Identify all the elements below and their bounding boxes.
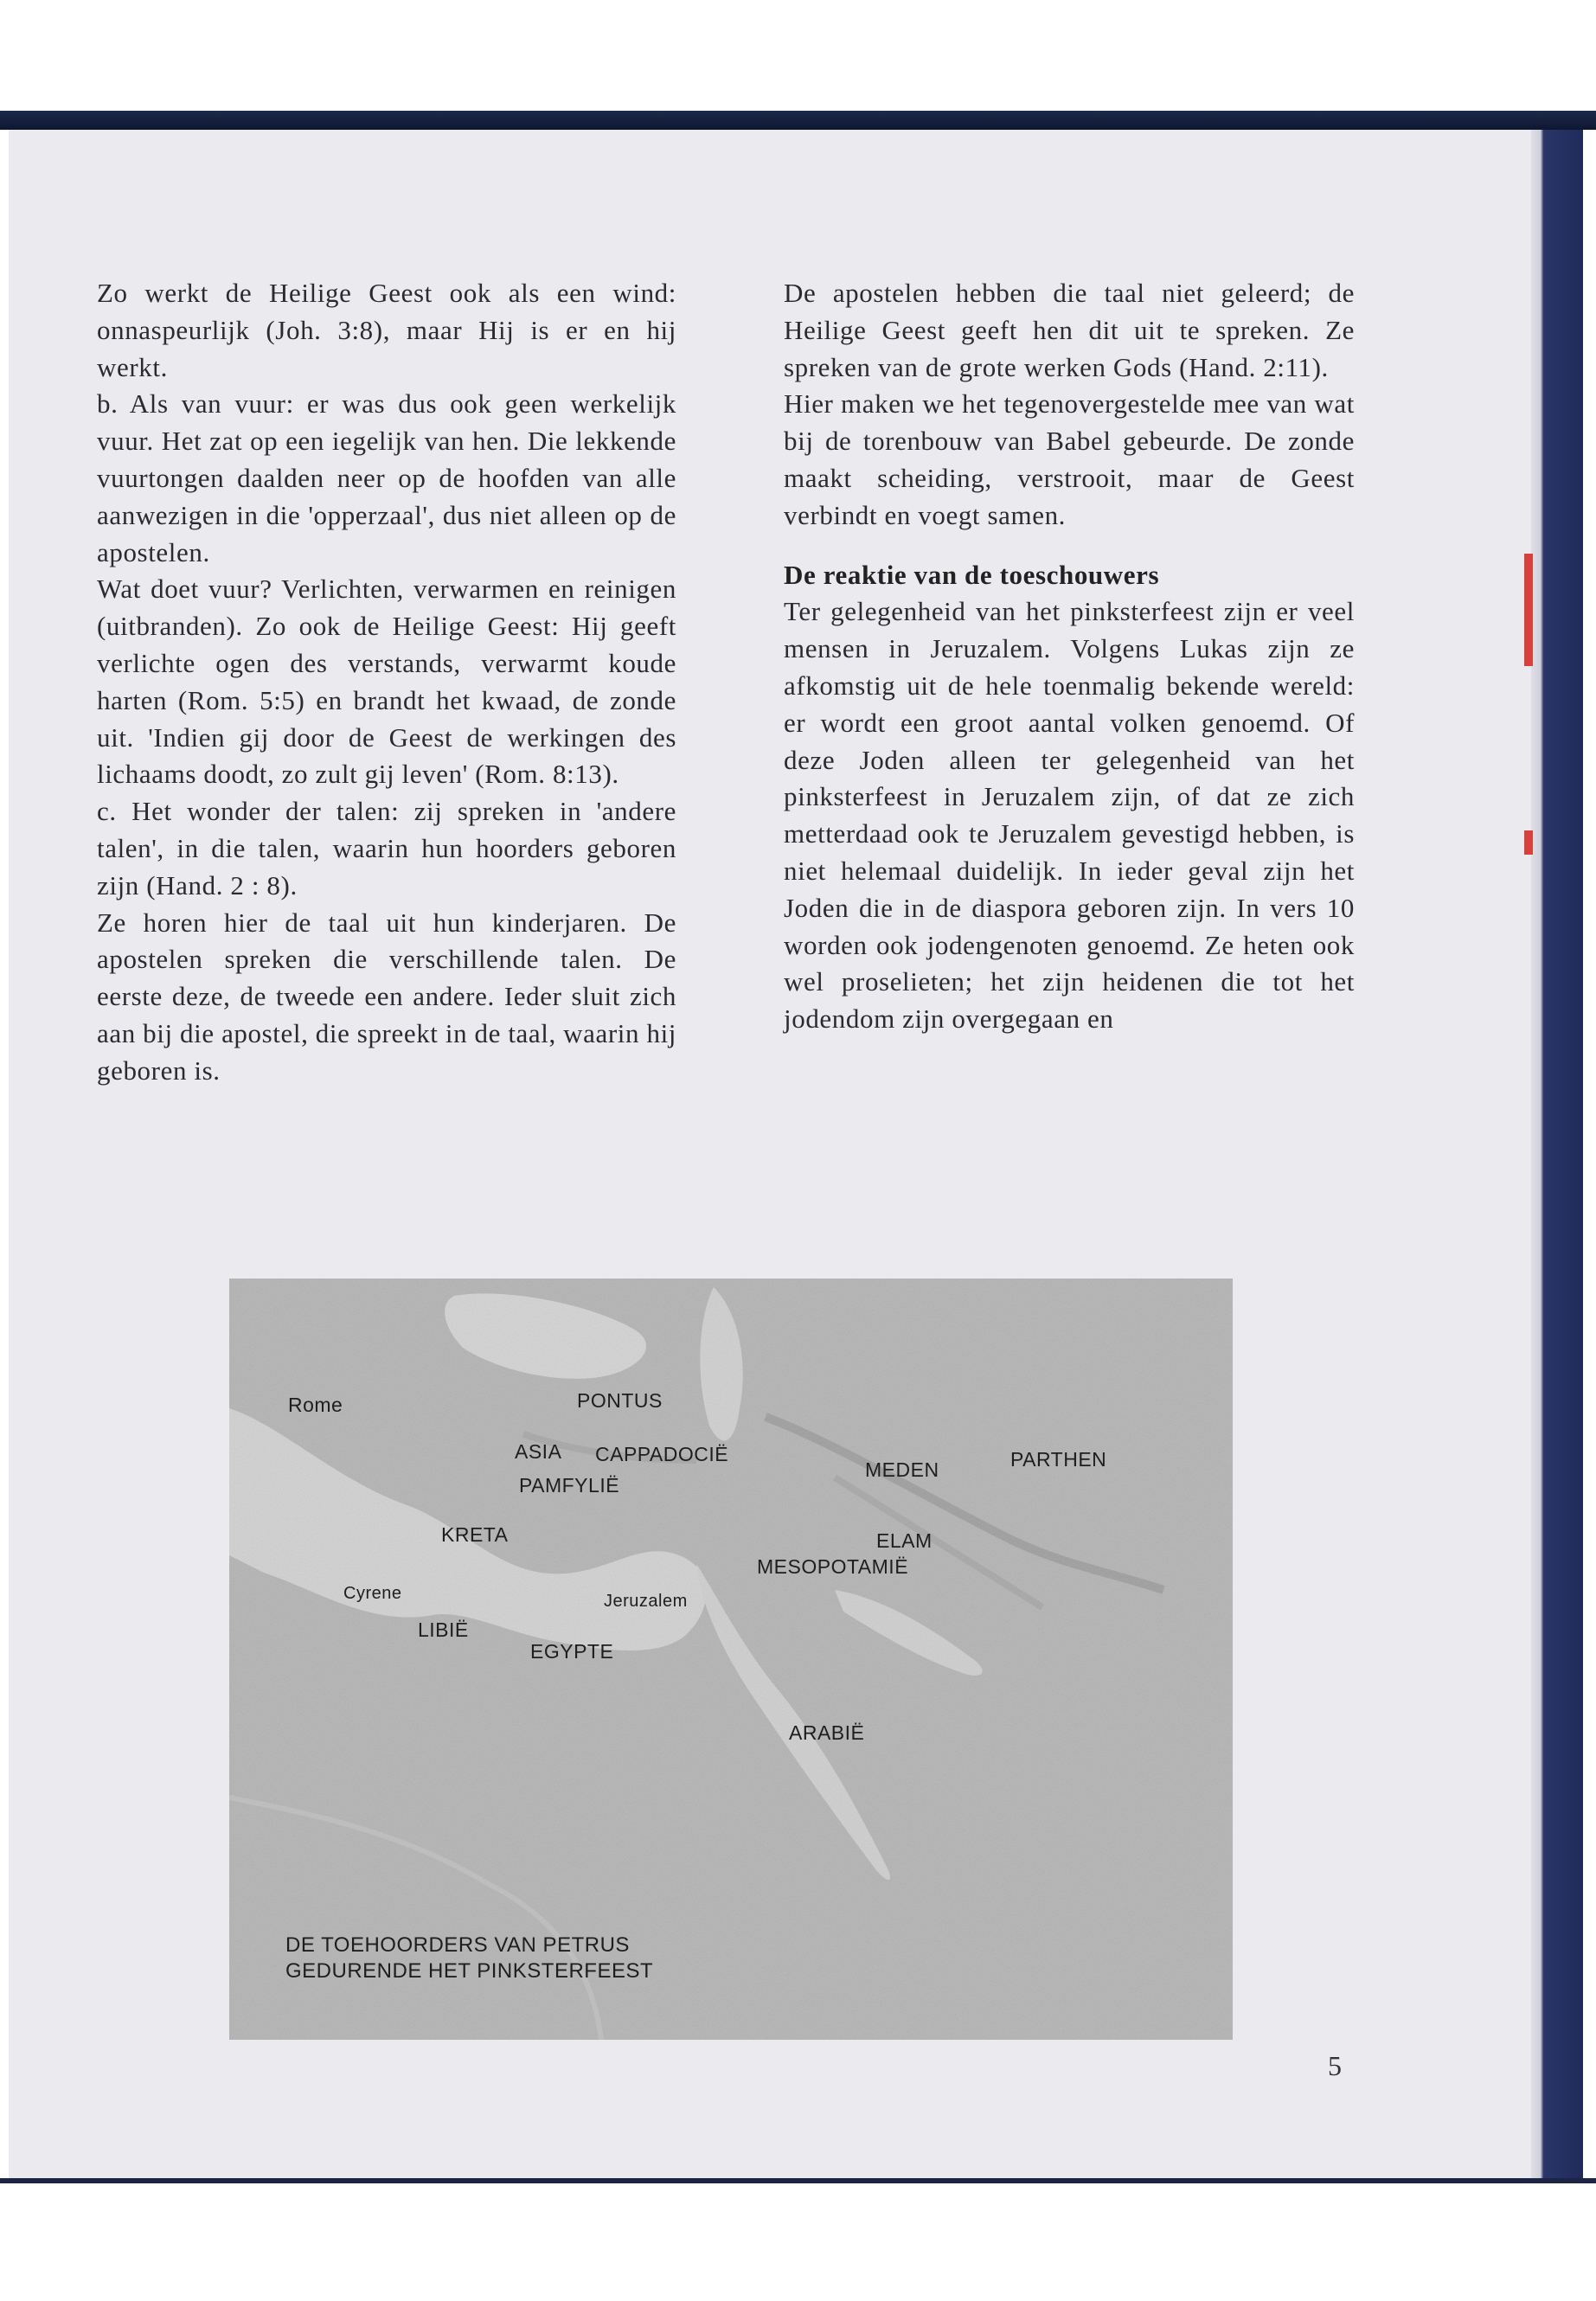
paragraph: Hier maken we het tegenovergestelde mee van wat bij de torenbouw van Babel gebeurde. De zonde maakt scheiding, verstrooit, maar de Geest verbindt en voegt samen. — [784, 388, 1355, 530]
map-title-line: GEDURENDE HET PINKSTERFEEST — [285, 1959, 654, 1983]
book-top-edge — [0, 111, 1596, 130]
map-title-line: DE TOEHOORDERS VAN PETRUS — [285, 1933, 630, 1957]
page-number: 5 — [1328, 2050, 1342, 2081]
map-label-pontus: PONTUS — [577, 1389, 663, 1412]
map-label-kreta: KRETA — [441, 1523, 509, 1546]
map-label-elam: ELAM — [876, 1529, 933, 1552]
map-label-cyrene: Cyrene — [343, 1584, 402, 1603]
map-label-pamfylie: PAMFYLIË — [519, 1474, 620, 1497]
paragraph: Ze horen hier de taal uit hun kinderjaren. De apostelen spreken die verschillende talen. De eerste deze, de tweede een andere. Ieder sluit zich aan bij die apostel, die spreekt in de taal, waarin hij geboren is. — [97, 907, 676, 1086]
page-marker-tab — [1524, 631, 1533, 649]
map-relief — [229, 1279, 1233, 2040]
map-label-libie: LIBIË — [418, 1618, 469, 1641]
map-label-asia: ASIA — [515, 1440, 562, 1463]
book-cover-edge — [1531, 130, 1583, 2180]
paragraph: Ter gelegenheid van het pinksterfeest zijn er veel mensen in Jeruzalem. Volgens Lukas zijn ze afkomstig uit de hele toenmalig bekende wereld: er wordt een groot aantal volken genoemd. Of deze Joden alleen ter gelegenheid van het pinksterfeest in Jeruzalem zijn, of dat ze zich metterdaad ook te Jeruzalem gevestigd hebben, is niet helemaal duidelijk. In ieder geval zijn het Joden die in de diaspora geboren zijn. In vers 10 worden ook jodengenoten genoemd. Ze heten ook wel proselieten; het zijn heidenen die tot het jodendom zijn overgegaan en — [784, 596, 1355, 1035]
page-bottom-margin — [0, 2180, 1596, 2301]
map-title — [285, 1932, 653, 1984]
map-label-jeruzalem: Jeruzalem — [604, 1592, 688, 1611]
paragraph: De apostelen hebben die taal niet geleerd; de Heilige Geest geeft hen dit uit te spreken. Ze spreken van de grote werken Gods (Hand. 2:11). — [784, 278, 1355, 382]
left-text-column — [97, 275, 676, 1090]
map-label-parthen: PARTHEN — [1010, 1448, 1107, 1471]
map-figure — [229, 1279, 1233, 2040]
section-heading: De reaktie van de toeschouwers — [784, 559, 1160, 590]
paragraph: c. Het wonder der talen: zij spreken in 'andere talen', in die talen, waarin hun hoorders geboren zijn (Hand. 2 : 8). — [97, 796, 676, 901]
map-label-arabie: ARABIË — [789, 1721, 865, 1744]
right-text-column — [784, 275, 1355, 1038]
page-marker-tab — [1524, 830, 1533, 855]
paragraph: b. Als van vuur: er was dus ook geen werkelijk vuur. Het zat op een iegelijk van hen. Die lekkende vuurtongen daalden neer op de hoofden van alle aanwezigen in die 'opperzaal', dus niet alleen op de apostelen. — [97, 388, 676, 567]
map-label-mesopotamie: MESOPOTAMIË — [757, 1555, 909, 1578]
map-label-cappadocie: CAPPADOCIË — [595, 1443, 729, 1465]
paragraph: Wat doet vuur? Verlichten, verwarmen en reinigen (uitbranden). Zo ook de Heilige Geest: Hij geeft verlichte ogen des verstands, verwarmt koude harten (Rom. 5:5) en brandt het kwaad, de zonde uit. 'Indien gij door de Geest de werkingen des lichaams doodt, zo zult gij leven' (Rom. 8:13). — [97, 574, 676, 790]
map-label-meden: MEDEN — [865, 1458, 939, 1481]
map-label-rome: Rome — [288, 1394, 343, 1416]
map-label-egypte: EGYPTE — [530, 1640, 614, 1663]
page-marker-tab — [1524, 554, 1533, 666]
book-bottom-edge — [0, 2178, 1596, 2183]
paragraph: Zo werkt de Heilige Geest ook als een wind: onnaspeurlijk (Joh. 3:8), maar Hij is er en hij werkt. — [97, 278, 676, 382]
